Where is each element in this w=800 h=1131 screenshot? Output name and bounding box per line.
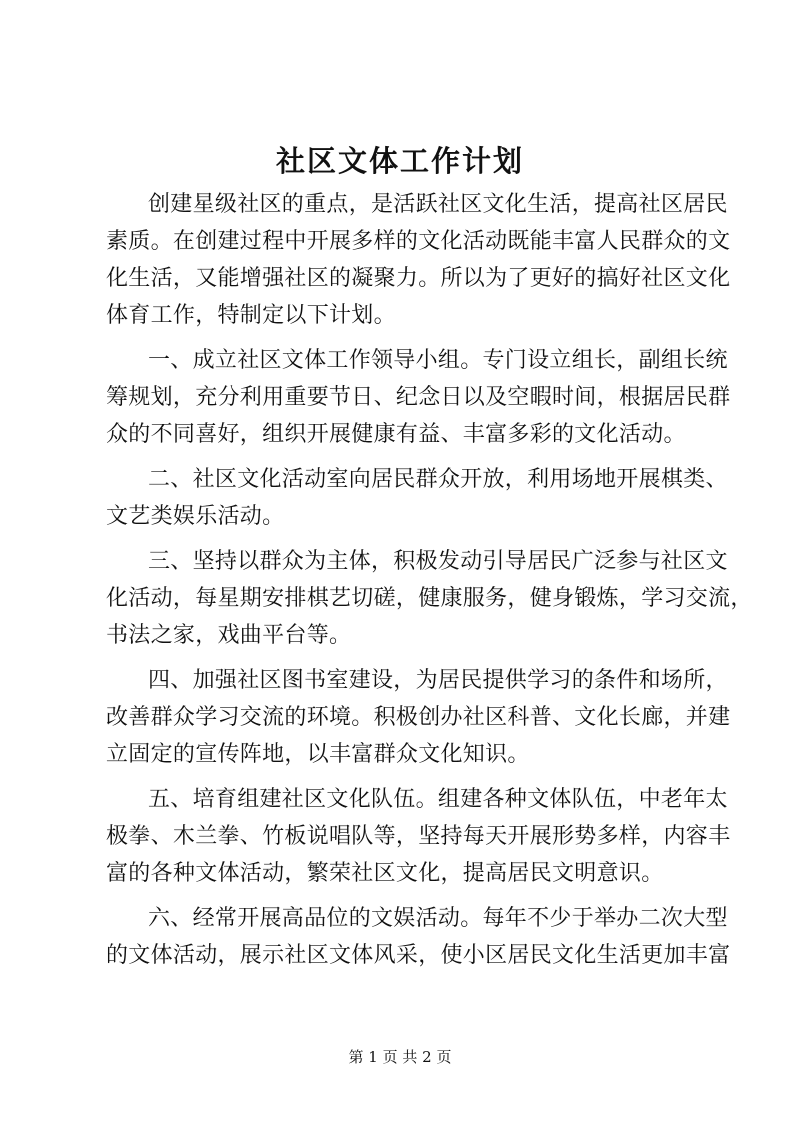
page-footer: 第 1 页 共 2 页 (348, 1048, 452, 1066)
paragraph-item-1 (106, 342, 731, 453)
text-line: 富的各种文体活动，繁荣社区文化，提高居民文明意识。 (106, 861, 664, 886)
text-line: 体育工作，特制定以下计划。 (106, 303, 396, 328)
text-line: 四、加强社区图书室建设，为居民提供学习的条件和场所， (148, 668, 728, 693)
paragraph-intro (106, 186, 731, 334)
text-line: 三、坚持以群众为主体，积极发动引导居民广泛参与社区文 (148, 549, 728, 574)
text-line: 筹规划，充分利用重要节日、纪念日以及空暇时间，根据居民群 (106, 385, 731, 410)
document-body (106, 186, 753, 982)
paragraph-item-2 (106, 461, 728, 535)
text-line: 创建星级社区的重点，是活跃社区文化生活，提高社区居民 (148, 192, 728, 217)
text-line: 二、社区文化活动室向居民群众开放，利用场地开展棋类、 (148, 467, 728, 492)
text-line: 六、经常开展高品位的文娱活动。每年不少于举办二次大型 (148, 906, 728, 931)
text-line: 立固定的宣传阵地，以丰富群众文化知识。 (106, 742, 530, 767)
text-line: 书法之家，戏曲平台等。 (106, 623, 352, 648)
document-title: 社区文体工作计划 (275, 144, 524, 178)
text-line: 化生活，又能增强社区的凝聚力。所以为了更好的搞好社区文化 (106, 266, 731, 291)
text-line: 化活动，每星期安排棋艺切磋，健康服务，健身锻炼，学习交流， (106, 586, 753, 611)
text-line: 一、成立社区文体工作领导小组。专门设立组长，副组长统 (148, 348, 728, 373)
paragraph-item-4 (106, 662, 731, 773)
text-line: 文艺类娱乐活动。 (106, 504, 285, 529)
paragraph-item-3 (106, 543, 753, 654)
text-line: 极拳、木兰拳、竹板说唱队等，坚持每天开展形势多样，内容丰 (106, 824, 731, 849)
paragraph-item-5 (106, 781, 731, 892)
text-line: 素质。在创建过程中开展多样的文化活动既能丰富人民群众的文 (106, 229, 731, 254)
text-line: 五、培育组建社区文化队伍。组建各种文体队伍，中老年太 (148, 787, 728, 812)
text-line: 的文体活动，展示社区文体风采，使小区居民文化生活更加丰富 (106, 943, 731, 968)
text-line: 改善群众学习交流的环境。积极创办社区科普、文化长廊，并建 (106, 705, 731, 730)
paragraph-item-6 (106, 900, 731, 974)
text-line: 众的不同喜好，组织开展健康有益、丰富多彩的文化活动。 (106, 422, 686, 447)
